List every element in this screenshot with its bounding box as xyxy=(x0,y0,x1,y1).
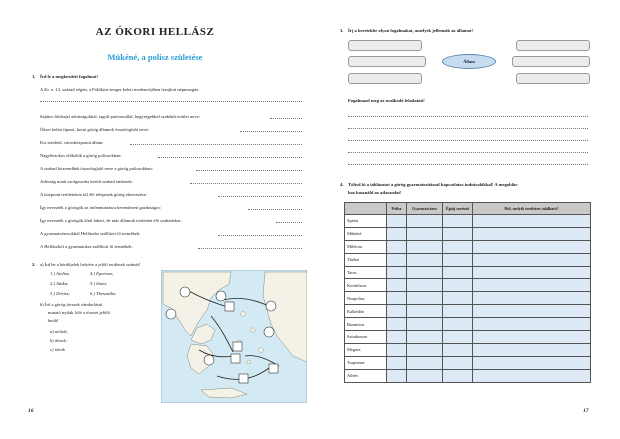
table-row xyxy=(345,292,591,305)
answer-cell[interactable] xyxy=(387,253,407,266)
answer-cell[interactable] xyxy=(473,331,591,344)
answer-line[interactable] xyxy=(190,182,302,184)
table-row xyxy=(345,215,591,228)
q1-item: Így nevezték a görögök által lakott, de más államok területén élő szabadokat: xyxy=(40,218,182,223)
region-item: 3.) Dórisz; xyxy=(50,291,70,296)
table-row xyxy=(345,318,591,331)
answer-line[interactable] xyxy=(348,163,588,165)
answer-line[interactable] xyxy=(158,156,302,158)
answer-line[interactable] xyxy=(348,127,588,129)
answer-cell[interactable] xyxy=(473,253,591,266)
q1-intro: A Kr. e. 13. század végén, a Földközi-tenger keleti medencéjében lezajlott népmozgás: xyxy=(40,87,200,92)
answer-cell[interactable] xyxy=(407,266,443,279)
table-header-row xyxy=(345,203,591,215)
q4-prompt: Töltsd ki a táblázatot a görög gyarmatosítással kapcsolatos tudnivalókkal! A megoldás- xyxy=(348,182,519,187)
table-header: Hol, melyik területen található? xyxy=(473,203,591,215)
answer-cell[interactable] xyxy=(387,305,407,318)
section-subtitle: Mükéné, a polisz születése xyxy=(107,52,203,62)
answer-cell[interactable] xyxy=(473,279,591,292)
table-row xyxy=(345,343,591,356)
answer-line[interactable] xyxy=(248,208,302,210)
concept-box[interactable] xyxy=(516,73,590,84)
answer-cell[interactable] xyxy=(407,227,443,240)
answer-cell[interactable] xyxy=(407,305,443,318)
answer-cell[interactable] xyxy=(443,227,473,240)
table-header: Gyarmatváros xyxy=(407,203,443,215)
answer-line[interactable] xyxy=(276,221,302,223)
answer-cell[interactable] xyxy=(387,331,407,344)
city-name-cell: Athén xyxy=(345,369,387,382)
table-row xyxy=(345,331,591,344)
table-row xyxy=(345,227,591,240)
answer-cell[interactable] xyxy=(387,227,407,240)
answer-cell[interactable] xyxy=(387,356,407,369)
answer-cell[interactable] xyxy=(443,279,473,292)
answer-cell[interactable] xyxy=(443,305,473,318)
table-row xyxy=(345,305,591,318)
table-row xyxy=(345,279,591,292)
city-name-cell: Milétosz xyxy=(345,240,387,253)
answer-cell[interactable] xyxy=(407,343,443,356)
city-name-cell: Trapezunt xyxy=(345,356,387,369)
page-number: 17 xyxy=(583,408,589,414)
q3-number: 3. xyxy=(340,28,344,33)
q1-item: A gyarmatvárosokból Hellászba szállított fő termékek: xyxy=(40,231,141,236)
tribe-option: b) dórok; xyxy=(50,338,68,343)
page-title: AZ ÓKORI HELLÁSZ xyxy=(95,26,215,38)
q1-item: Így nevezték a görögök az önfenntartásra berendezett gazdaságot: xyxy=(40,205,162,210)
table-row xyxy=(345,253,591,266)
city-name-cell: Thébai xyxy=(345,253,387,266)
city-name-cell: Korinthosz xyxy=(345,279,387,292)
answer-cell[interactable] xyxy=(443,215,473,228)
answer-cell[interactable] xyxy=(473,343,591,356)
table-header xyxy=(345,203,387,215)
city-name-cell: Taras xyxy=(345,266,387,279)
greece-migration-map xyxy=(161,270,307,403)
concept-box[interactable] xyxy=(348,73,422,84)
answer-line[interactable] xyxy=(198,247,302,249)
answer-cell[interactable] xyxy=(407,356,443,369)
answer-cell[interactable] xyxy=(473,318,591,331)
city-name-cell: Kalkédón xyxy=(345,305,387,318)
q3-followup: Fogalmazd meg az uralkodó feladatait! xyxy=(348,98,425,103)
q1-number: 1. xyxy=(32,74,36,79)
answer-line[interactable] xyxy=(348,115,588,117)
region-item: 6.) Thesszália xyxy=(90,291,116,296)
q4-prompt: hoz használd az atlaszodat! xyxy=(348,190,402,195)
table-header: Égtáj szerinti xyxy=(443,203,473,215)
q4-number: 4. xyxy=(340,182,344,187)
answer-cell[interactable] xyxy=(387,240,407,253)
q1-item: Adósság miatt szolgasorba került szabad emberek: xyxy=(40,179,133,184)
region-item: 2.) Attika; xyxy=(50,281,69,286)
answer-cell[interactable] xyxy=(443,331,473,344)
city-name-cell: Bizantion xyxy=(345,318,387,331)
city-name-cell: Neapolisz xyxy=(345,292,387,305)
q3-prompt: Írj a keretekbe olyan fogalmakat, amelyek jellemzik az államot! xyxy=(348,28,474,33)
q2-prompt-b: mutató nyilak fölé a törzset jelölő xyxy=(48,310,110,315)
answer-cell[interactable] xyxy=(387,279,407,292)
page-number: 16 xyxy=(28,408,34,414)
answer-cell[interactable] xyxy=(443,253,473,266)
concept-box[interactable] xyxy=(348,56,426,67)
answer-cell[interactable] xyxy=(443,369,473,382)
concept-box[interactable] xyxy=(516,40,590,51)
answer-cell[interactable] xyxy=(443,343,473,356)
q1-item: Kis területű, városközpontú állam: xyxy=(40,140,104,145)
answer-cell[interactable] xyxy=(407,215,443,228)
q2-number: 2. xyxy=(32,262,36,267)
answer-cell[interactable] xyxy=(387,369,407,382)
colonization-table xyxy=(344,202,590,421)
table-row xyxy=(345,356,591,369)
q2-prompt-a: a) Írd be a kérdőjelek helyére a jelölt területek számát! xyxy=(40,262,141,267)
city-name-cell: Spárta xyxy=(345,215,387,228)
answer-line[interactable] xyxy=(270,117,302,119)
q1-item: Sajátos földrajzi adottságokkal, tagolt partvonallal, hegységekkel szabdalt terület neve: xyxy=(40,114,200,119)
tribe-option: c) iónok xyxy=(50,347,65,352)
q1-item: A központi területeken túl élő telepesek görög elnevezése: xyxy=(40,192,148,197)
answer-line[interactable] xyxy=(348,151,588,153)
q1-item: Nagybirtokos előkelők a görög poliszokban: xyxy=(40,153,122,158)
concept-box[interactable] xyxy=(348,40,422,51)
answer-cell[interactable] xyxy=(387,318,407,331)
answer-cell[interactable] xyxy=(407,331,443,344)
answer-cell[interactable] xyxy=(407,279,443,292)
answer-line[interactable] xyxy=(218,234,302,236)
city-name-cell: Mükéné xyxy=(345,227,387,240)
answer-line[interactable] xyxy=(218,195,302,197)
answer-line[interactable] xyxy=(130,143,302,145)
answer-cell[interactable] xyxy=(443,292,473,305)
q1-item: A szabad közrendűek összefoglaló neve a görög poliszokban: xyxy=(40,166,153,171)
answer-cell[interactable] xyxy=(407,369,443,382)
answer-cell[interactable] xyxy=(443,318,473,331)
region-item: 4.) Epeirosz; xyxy=(90,271,114,276)
city-name-cell: Szirakuszai xyxy=(345,331,387,344)
state-center-label: Állam xyxy=(442,54,496,69)
answer-line[interactable] xyxy=(196,169,302,171)
answer-cell[interactable] xyxy=(407,292,443,305)
city-name-cell: Megara xyxy=(345,343,387,356)
answer-line[interactable] xyxy=(240,130,302,132)
answer-cell[interactable] xyxy=(473,292,591,305)
answer-cell[interactable] xyxy=(407,318,443,331)
answer-cell[interactable] xyxy=(387,343,407,356)
q1-prompt: Írd le a megkezdett fogalmat! xyxy=(40,74,98,79)
region-item: 5.) Iónia; xyxy=(90,281,108,286)
answer-line[interactable] xyxy=(40,100,302,102)
answer-cell[interactable] xyxy=(473,227,591,240)
answer-cell[interactable] xyxy=(443,266,473,279)
answer-cell[interactable] xyxy=(473,240,591,253)
region-item: 1.) Aiolisz; xyxy=(50,271,71,276)
answer-line[interactable] xyxy=(348,139,588,141)
answer-cell[interactable] xyxy=(387,266,407,279)
q2-prompt-b: betűt! xyxy=(48,318,59,323)
answer-cell[interactable] xyxy=(407,240,443,253)
table-header: Polisz xyxy=(387,203,407,215)
answer-cell[interactable] xyxy=(387,215,407,228)
answer-cell[interactable] xyxy=(473,266,591,279)
table-row xyxy=(345,266,591,279)
q1-item: A Hellászból a gyarmatokra szállított fő termékek: xyxy=(40,244,133,249)
answer-cell[interactable] xyxy=(473,215,591,228)
answer-cell[interactable] xyxy=(443,356,473,369)
answer-cell[interactable] xyxy=(387,292,407,305)
answer-cell[interactable] xyxy=(407,253,443,266)
tribe-option: a) aiolok; xyxy=(50,329,68,334)
q2-prompt-b: b) Írd a görög törzsek vándorlását xyxy=(40,302,103,307)
table-row xyxy=(345,369,591,382)
concept-box[interactable] xyxy=(512,56,590,67)
q1-item: Ókori keleti típusú, korai görög államok összefoglaló neve: xyxy=(40,127,150,132)
table-row xyxy=(345,240,591,253)
answer-cell[interactable] xyxy=(443,240,473,253)
answer-cell[interactable] xyxy=(473,369,591,382)
answer-cell[interactable] xyxy=(473,356,591,369)
answer-cell[interactable] xyxy=(473,305,591,318)
